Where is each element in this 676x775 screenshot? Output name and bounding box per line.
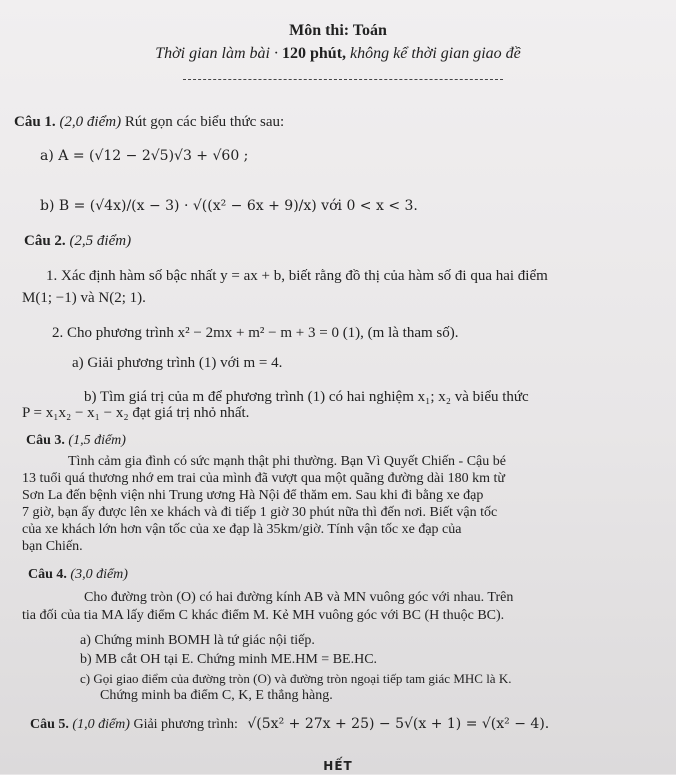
q4-label: Câu 4. (28, 567, 67, 582)
q5-equation: √(5x² + 27x + 25) − 5√(x + 1) = √(x² − 4). (247, 716, 550, 732)
q2-label: Câu 2. (24, 233, 66, 249)
q4-part-c-line1: c) Gọi giao điểm của đường tròn (O) và đường tròn ngoại tiếp tam giác MHC là K. (80, 671, 512, 686)
q3-line: 13 tuổi quá thương nhớ em trai của mình đã vượt qua một quãng đường dài 180 km từ (22, 471, 506, 486)
q5-heading (30, 715, 549, 734)
q5-label: Câu 5. (30, 717, 69, 732)
q2-part1-line1: 1. Xác định hàm số bậc nhất y = ax + b, biết rằng đồ thị của hàm số đi qua hai điểm (46, 268, 548, 284)
end-marker: HẾT (323, 759, 353, 773)
q3-line: Sơn La đến bệnh viện nhi Trung ương Hà Nội để thăm em. Sau khi đi bằng xe đạp (22, 488, 484, 503)
q3-line: của xe khách lớn hơn vận tốc của xe đạp là 35km/giờ. Tính vận tốc xe đạp của (22, 522, 462, 537)
q2-part2a: a) Giải phương trình (1) với m = 4. (72, 355, 283, 371)
time-line (0, 45, 676, 63)
q5-title: Giải phương trình: (133, 717, 238, 732)
q3-line: Tình cảm gia đình có sức mạnh thật phi thường. Bạn Vì Quyết Chiến - Cậu bé (68, 454, 506, 469)
time-suffix: không kể thời gian giao đề (350, 45, 521, 62)
q3-label: Câu 3. (26, 433, 65, 448)
q2-part2b-line2: P = x₁x₂ − x₁ − x₂ đạt giá trị nhỏ nhất. (22, 405, 250, 421)
q4-line: Cho đường tròn (O) có hai đường kính AB và MN vuông góc với nhau. Trên (84, 590, 514, 605)
header-divider (183, 79, 503, 80)
q2-heading (24, 232, 131, 250)
q2-part2b-line1: b) Tìm giá trị của m để phương trình (1) có hai nghiệm x₁; x₂ và biểu thức (84, 389, 529, 405)
q4-part-c-line2: Chứng minh ba điểm C, K, E thẳng hàng. (100, 688, 333, 703)
q3-line: 7 giờ, bạn ấy được lên xe khách và đi tiếp 1 giờ 30 phút nữa thì đến nơi. Biết vận tốc (22, 505, 498, 520)
subject-title: Môn thi: Toán (289, 22, 387, 39)
q1-label: Câu 1. (14, 114, 56, 130)
q1-part-a: a) A = (√12 − 2√5)√3 + √60 ; (40, 148, 249, 164)
q4-part-b: b) MB cắt OH tại E. Chứng minh ME.HM = BE.HC. (80, 652, 378, 667)
q5-points: (1,0 điểm) (72, 717, 130, 732)
q1-part-b: b) B = (√4x)/(x − 3) · √((x² − 6x + 9)/x) với 0 < x < 3. (40, 198, 418, 214)
time-value: 120 phút, (282, 45, 347, 62)
q2-part1-line2: M(1; −1) và N(2; 1). (22, 290, 146, 306)
q4-points: (3,0 điểm) (70, 567, 128, 582)
q3-points: (1,5 điểm) (68, 433, 126, 448)
q1-points: (2,0 điểm) (59, 114, 122, 130)
q3-line: bạn Chiến. (22, 539, 83, 554)
q2-part2: 2. Cho phương trình x² − 2mx + m² − m + 3 = 0 (1), (m là tham số). (52, 325, 459, 341)
q2-points: (2,5 điểm) (69, 233, 132, 249)
q4-part-a: a) Chứng minh BOMH là tứ giác nội tiếp. (80, 633, 315, 648)
q4-heading (28, 566, 128, 584)
q3-heading (26, 432, 126, 450)
q4-line: tia đối của tia MA lấy điểm C khác điểm M. Kẻ MH vuông góc với BC (H thuộc BC). (22, 608, 505, 623)
q1-title: Rút gọn các biểu thức sau: (124, 114, 285, 130)
q1-heading (14, 113, 284, 131)
time-prefix: Thời gian làm bài · (155, 45, 278, 62)
